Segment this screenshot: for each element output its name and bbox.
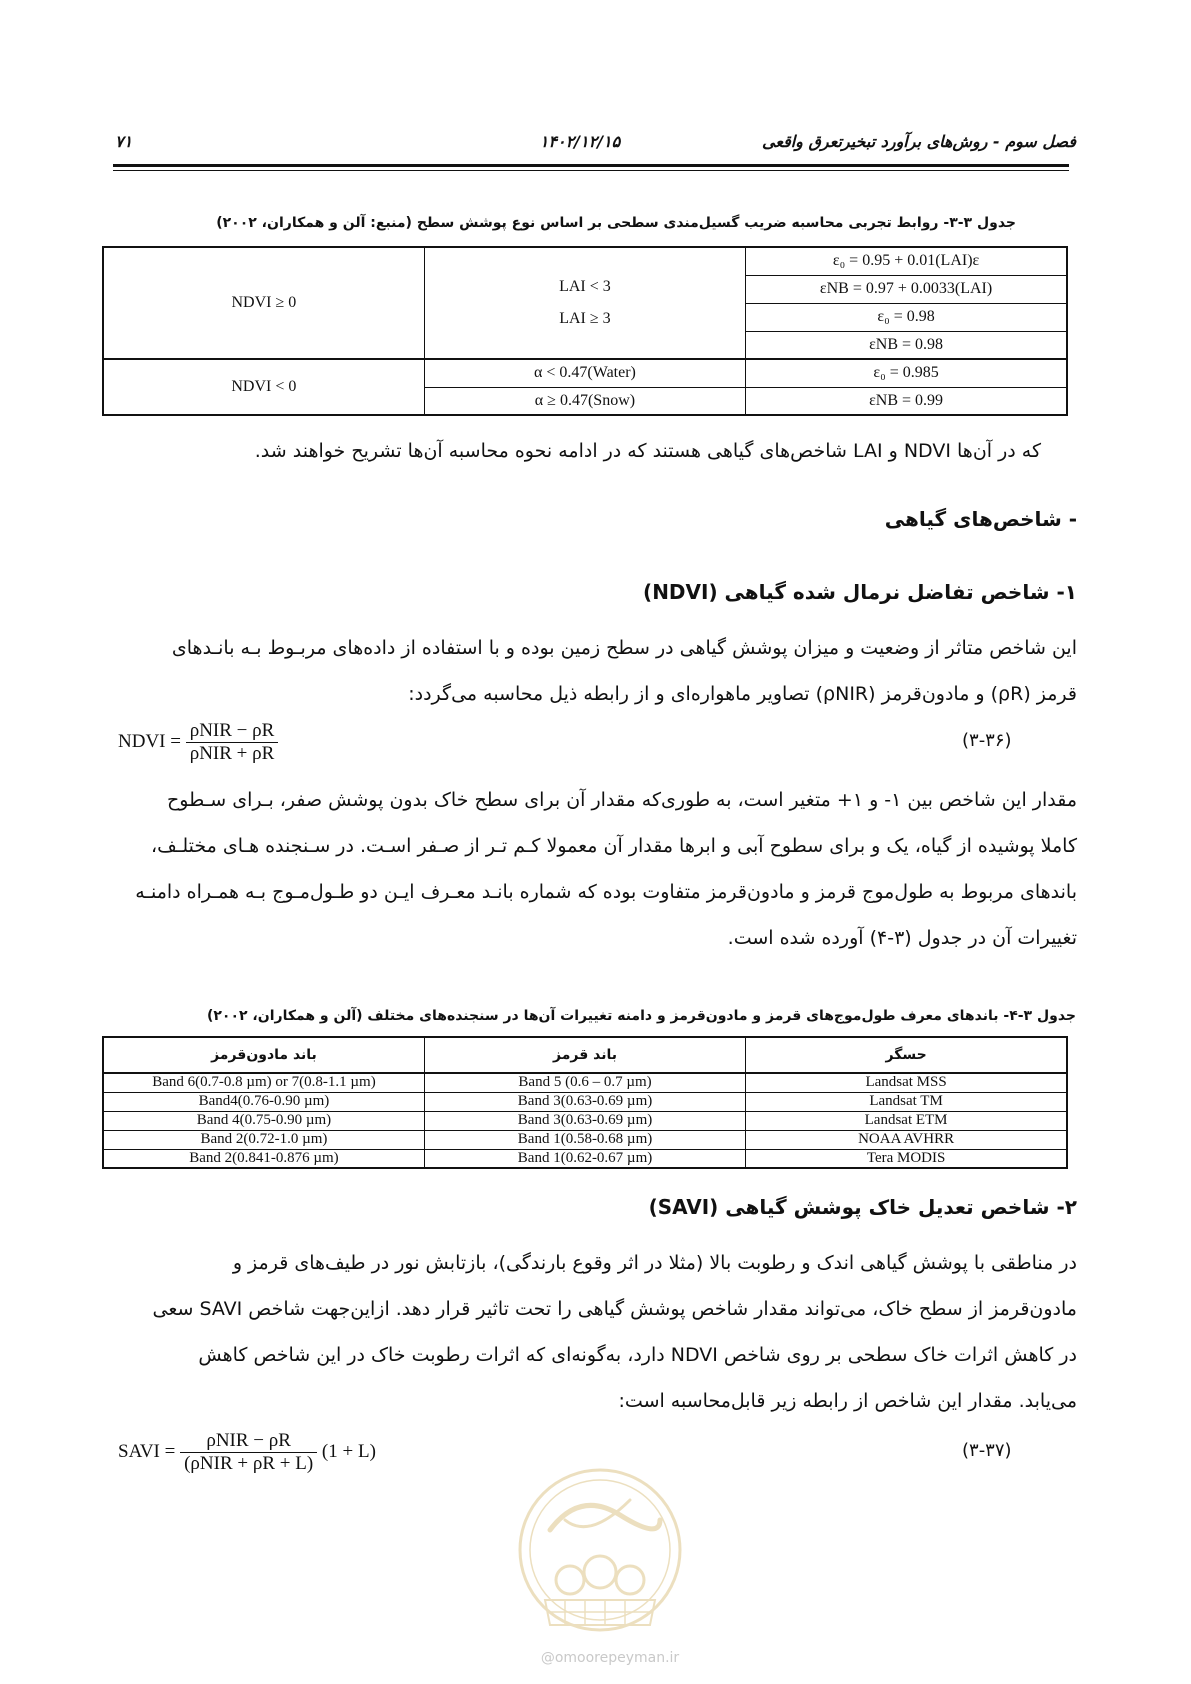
ndvi-paragraph-line1: این شاخص متاثر از وضعیت و میزان پوشش گیاهی در سطح زمین بوده و با استفاده از داده‌های مربـوط بـه بانـدهای: [171, 637, 1077, 659]
table2-cell-nir: Band4(0.76-0.90 µm): [103, 1092, 424, 1111]
table1-lai-lt3: LAI < 3: [559, 278, 611, 295]
watermark-site: @omoorepeyman.ir: [540, 1650, 680, 1666]
watermark-seal: [510, 1460, 690, 1660]
ndvi-range-line3: باندهای مربوط به طول‌موج قرمز و مادون‌قرمز متفاوت بوده که شماره بانـد معـرف ایـن دو طـول‌مـوج بـه همـراه دامنـه: [135, 881, 1077, 903]
watermark-seal-graphic: [510, 1460, 690, 1660]
savi-paragraph-line1: در مناطقی با پوشش گیاهی اندک و رطوبت بالا (مثلا در اثر وقوع بارندگی)، بازتابش نور در طیف‌های قرمز و: [232, 1252, 1077, 1274]
table2-cell-red: Band 3(0.63-0.69 µm): [424, 1111, 745, 1130]
savi-paragraph: [122, 1240, 1077, 1424]
table2-cell-nir: Band 2(0.841-0.876 µm): [103, 1149, 424, 1168]
savi-paragraph-line3: در کاهش اثرات خاک سطحی بر روی شاخص NDVI دارد، به‌گونه‌ای که اثرات رطوبت خاک در این شاخص کاهش: [198, 1344, 1077, 1366]
table2-cell-sensor: NOAA AVHRR: [746, 1130, 1067, 1149]
chapter-title: فصل سوم - روش‌های برآورد تبخیرتعرق واقعی: [762, 132, 1076, 151]
savi-paragraph-line2: مادون‌قرمز از سطح خاک، می‌تواند مقدار شاخص پوشش گیاهی را تحت تاثیر قرار دهد. ازاین‌جهت شاخص SAVI سعی: [152, 1298, 1077, 1320]
table2-cell-red: Band 1(0.58-0.68 µm): [424, 1130, 745, 1149]
table2-cell-red: Band 3(0.63-0.69 µm): [424, 1092, 745, 1111]
savi-formula: [118, 1430, 376, 1475]
ndvi-heading: ۱- شاخص تفاضل نرمال شده گیاهی (NDVI): [643, 580, 1077, 604]
page-number: ۷۱: [115, 132, 133, 151]
savi-formula-fraction: [180, 1430, 317, 1475]
table1-eq-e0-0985: ε₀ = 0.985: [746, 359, 1067, 387]
table1-eq-e0-lai: ε₀ = 0.95 + 0.01(LAI)ε: [746, 247, 1067, 275]
savi-formula-tail: (1 + L): [321, 1440, 376, 1462]
table2-cell-nir: Band 6(0.7-0.8 µm) or 7(0.8-1.1 µm): [103, 1073, 424, 1092]
table1-caption: جدول ۳-۳- روابط تجربی محاسبه ضریب گسیل‌مندی سطحی بر اساس نوع پوشش سطح (منبع: آلن و همکاران، ۲۰۰۲): [216, 215, 1016, 231]
table-row: [103, 1130, 1067, 1149]
ndvi-formula: [118, 720, 278, 765]
table1-followup-paragraph: که در آن‌ها NDVI و LAI شاخص‌های گیاهی هستند که در ادامه نحوه محاسبه آن‌ها تشریح خواهند شد.: [254, 440, 1041, 462]
table2-cell-red: Band 1(0.62-0.67 µm): [424, 1149, 745, 1168]
ndvi-range-line4: تغییرات آن در جدول (۳-۴) آورده شده است.: [727, 927, 1077, 949]
table2-cell-red: Band 5 (0.6 – 0.7 µm): [424, 1073, 745, 1092]
table2-cell-sensor: Landsat ETM: [746, 1111, 1067, 1130]
table2-header-sensor: حسگر: [746, 1037, 1067, 1073]
table1-albedo-snow: α ≥ 0.47(Snow): [424, 387, 745, 415]
ndvi-equation-number: (۳-۳۶): [962, 730, 1012, 751]
table2-cell-nir: Band 4(0.75-0.90 µm): [103, 1111, 424, 1130]
table2-cell-sensor: Tera MODIS: [746, 1149, 1067, 1168]
ndvi-paragraph: [122, 625, 1077, 717]
table2-header-red: باند قرمز: [424, 1037, 745, 1073]
savi-formula-denominator: (ρNIR + ρR + L): [184, 1453, 314, 1474]
ndvi-range-paragraph: [122, 777, 1077, 961]
ndvi-formula-denominator: ρNIR + ρR: [189, 743, 275, 764]
table1-lai-ge3: LAI ≥ 3: [559, 310, 611, 327]
table1-condition-ndvi-ge0: NDVI ≥ 0: [103, 247, 424, 359]
table1-eq-enb-099: εNB = 0.99: [746, 387, 1067, 415]
table2-cell-nir: Band 2(0.72-1.0 µm): [103, 1130, 424, 1149]
ndvi-paragraph-line2: قرمز (ρR) و مادون‌قرمز (ρNIR) تصاویر ماهواره‌ای و از رابطه ذیل محاسبه می‌گردد:: [408, 683, 1077, 705]
savi-paragraph-line4: می‌یابد. مقدار این شاخص از رابطه زیر قابل‌محاسبه است:: [618, 1390, 1077, 1412]
table2-header-nir: باند مادون‌قرمز: [103, 1037, 424, 1073]
page-date: ۱۴۰۲/۱۲/۱۵: [539, 132, 621, 151]
header-rule-thin: [113, 170, 1069, 171]
section-heading-vegetation-indices: - شاخص‌های گیاهی: [884, 507, 1077, 531]
ndvi-range-line1: مقدار این شاخص بین ۱- و ۱+ متغیر است، به طوری‌که مقدار آن برای سطح خاک بدون پوشش صفر، بـرای سـطوح: [167, 789, 1077, 811]
table-row: [103, 1149, 1067, 1168]
table-row: [103, 1073, 1067, 1092]
table2-cell-sensor: Landsat TM: [746, 1092, 1067, 1111]
header-rule-thick: [113, 164, 1069, 167]
savi-equation-number: (۳-۳۷): [962, 1440, 1012, 1461]
ndvi-formula-fraction: [186, 720, 279, 765]
table1-eq-enb-lai: εNB = 0.97 + 0.0033(LAI): [746, 275, 1067, 303]
savi-formula-lhs: SAVI =: [118, 1440, 176, 1462]
table1-eq-enb-098: εNB = 0.98: [746, 331, 1067, 359]
table1-lai-cell: [424, 247, 745, 359]
table2-cell-sensor: Landsat MSS: [746, 1073, 1067, 1092]
table1-eq-e0-098: ε₀ = 0.98: [746, 303, 1067, 331]
table2-caption: جدول ۳-۴- باندهای معرف طول‌موج‌های قرمز و مادون‌قرمز و دامنه تغییرات آن‌ها در سنجنده‌های مختلف (آلن و همکاران، ۲۰۰۲): [206, 1008, 1076, 1024]
ndvi-range-line2: کاملا پوشیده از گیاه، یک و برای سطوح آبی و ابرها مقدار آن معمولا کـم تـر از صـفر اسـت. در سـنجنده هـای مختلـف،: [150, 835, 1077, 857]
table-row: [103, 1092, 1067, 1111]
emissivity-table: [102, 246, 1068, 416]
ndvi-formula-numerator: ρNIR − ρR: [186, 720, 279, 743]
savi-formula-numerator: ρNIR − ρR: [180, 1430, 317, 1453]
savi-heading: ۲- شاخص تعدیل خاک پوشش گیاهی (SAVI): [648, 1195, 1077, 1219]
table1-albedo-water: α < 0.47(Water): [424, 359, 745, 387]
table1-condition-ndvi-lt0: NDVI < 0: [103, 359, 424, 415]
table-row: [103, 1111, 1067, 1130]
ndvi-formula-lhs: NDVI =: [118, 730, 181, 752]
sensor-bands-table: [102, 1036, 1068, 1169]
